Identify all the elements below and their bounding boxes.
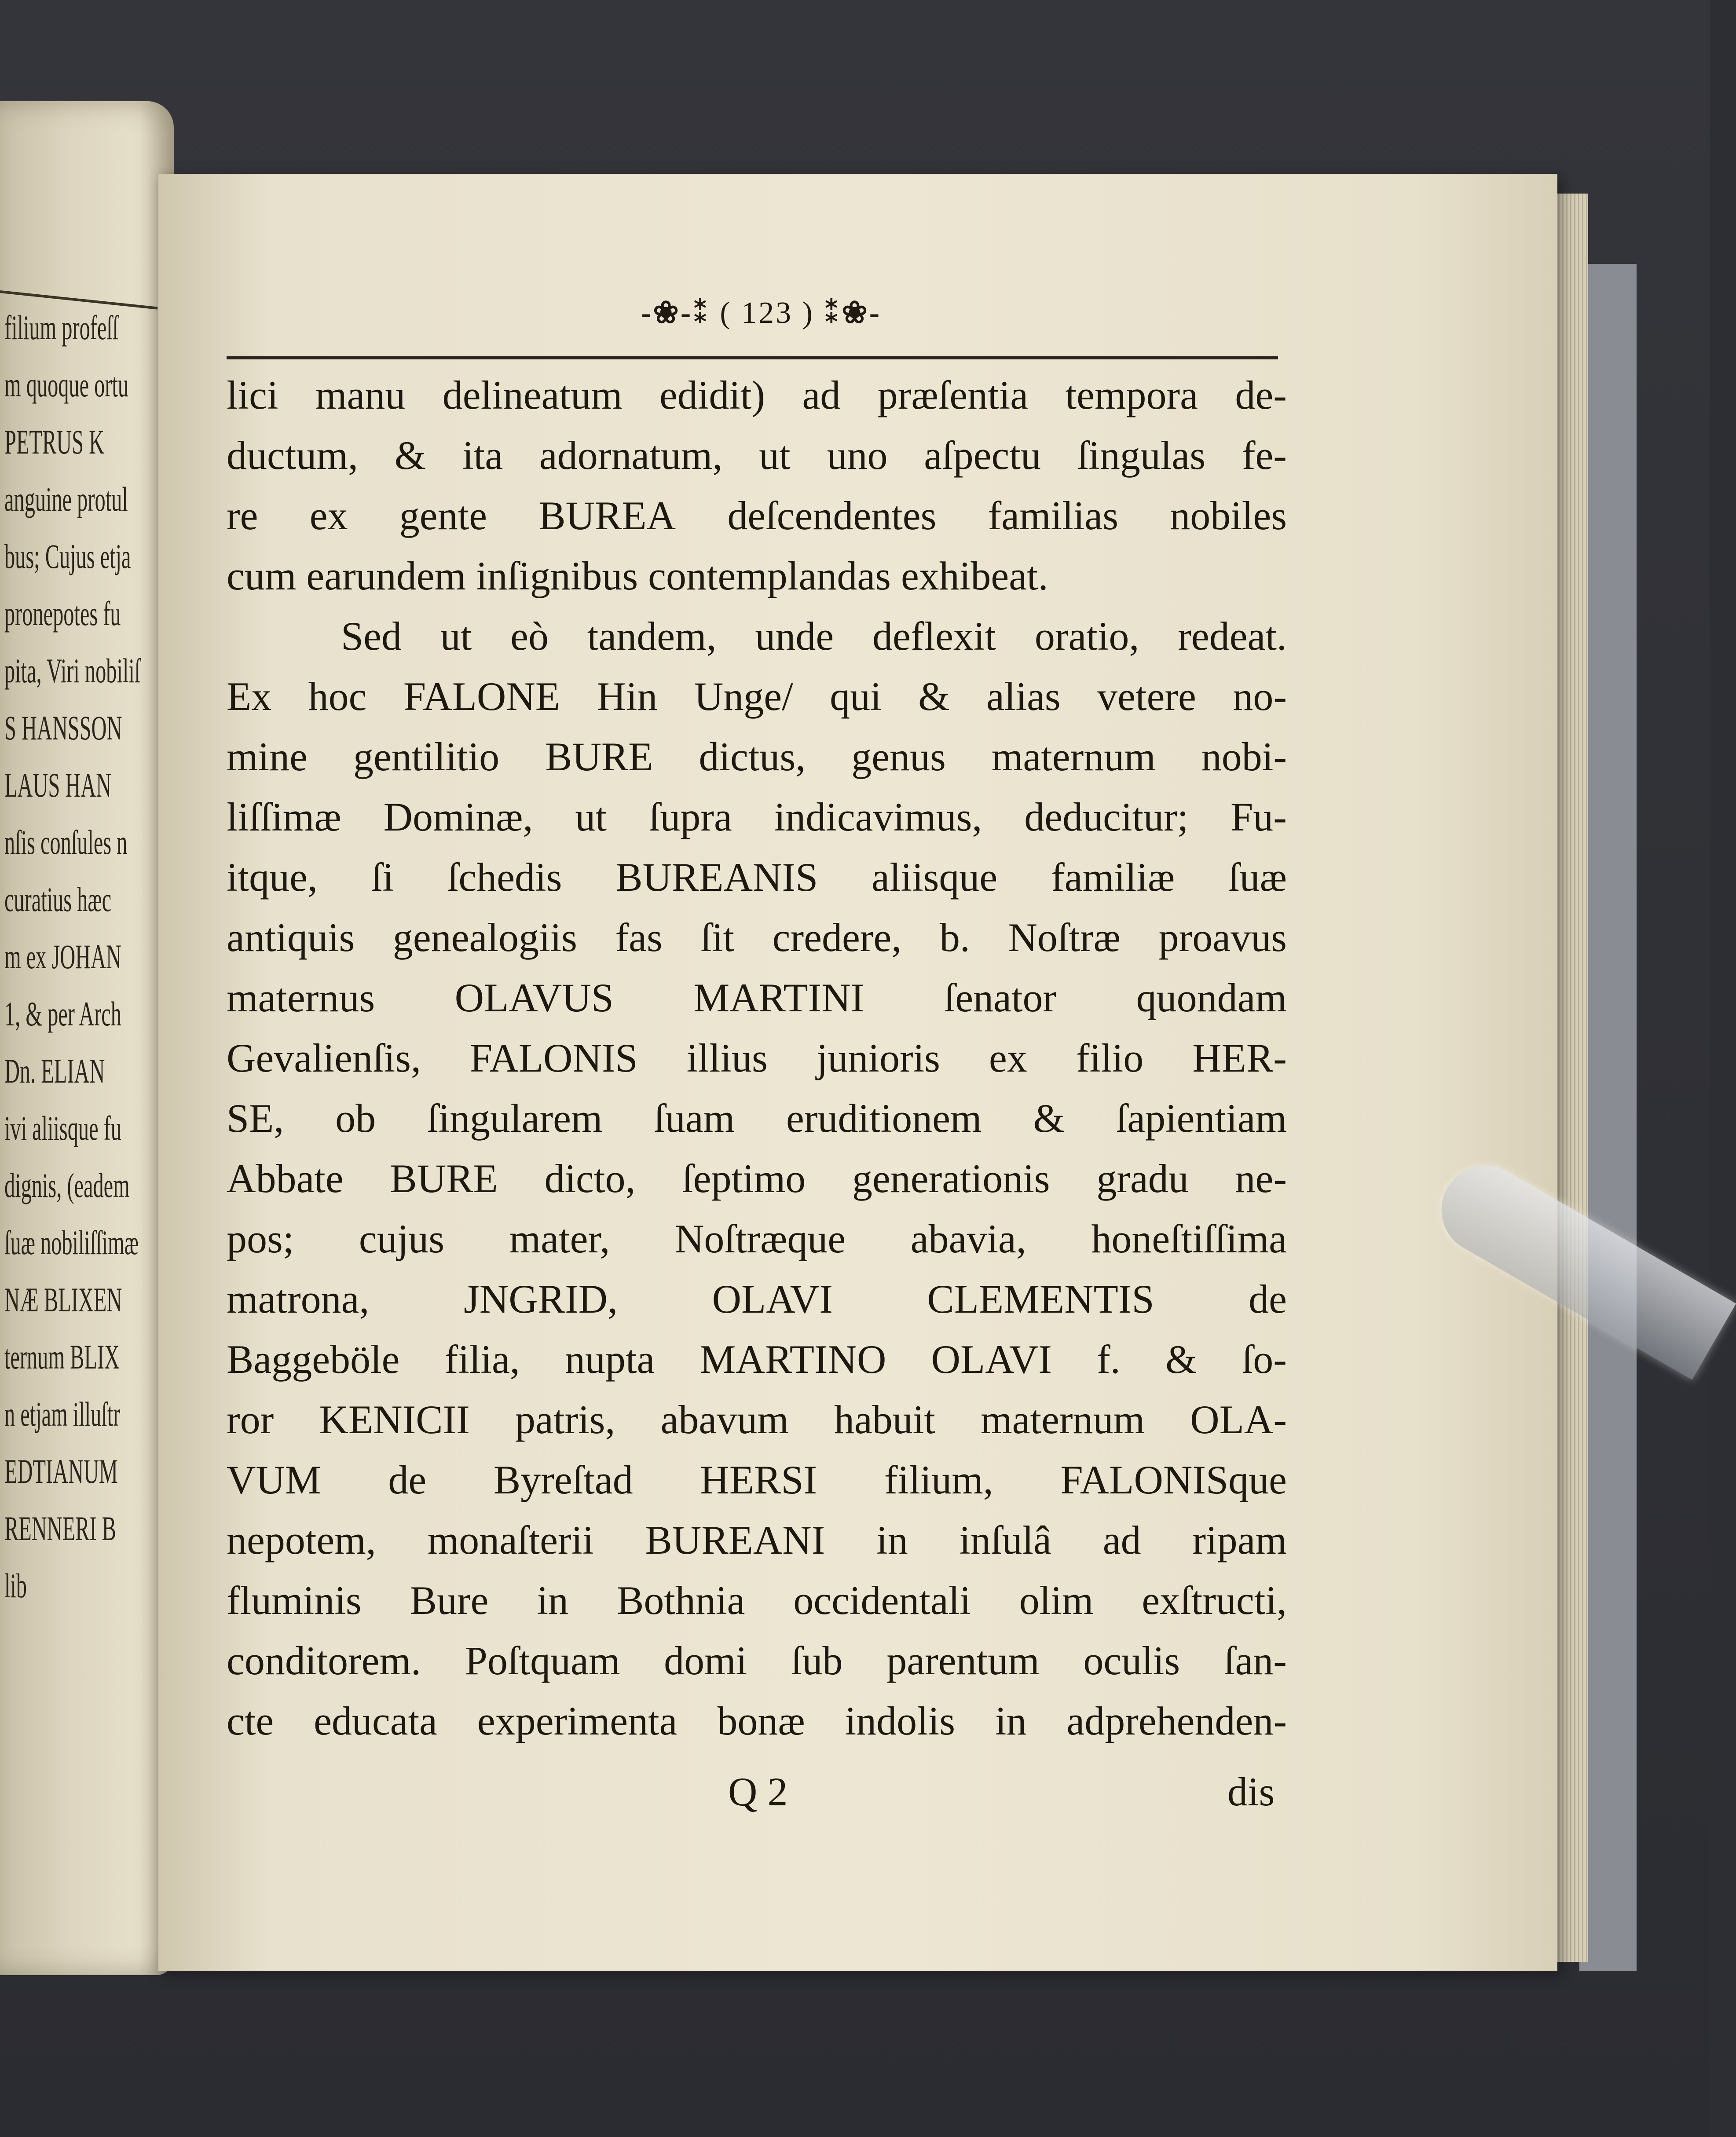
word: aſpectu — [924, 433, 1041, 478]
word: BUREANI — [645, 1518, 825, 1562]
left-line: lib — [4, 1566, 27, 1605]
word: Bothnia — [616, 1578, 745, 1623]
word: præſentia — [877, 373, 1029, 417]
word: FALONE — [403, 674, 560, 719]
word: habuit — [834, 1397, 935, 1442]
word: credere, — [772, 915, 902, 960]
body-text — [227, 365, 1287, 1751]
left-line: anguine protul — [4, 480, 128, 518]
word: filio — [1076, 1036, 1144, 1080]
word: filium, — [884, 1457, 993, 1502]
word: fluminis — [227, 1578, 362, 1623]
word: ſub — [791, 1638, 843, 1683]
word: ſo- — [1242, 1337, 1287, 1382]
word: ripam — [1192, 1518, 1287, 1562]
word: ſchedis — [447, 855, 562, 900]
word: & — [1033, 1096, 1065, 1141]
text-line — [227, 907, 1287, 968]
word: ad — [802, 373, 841, 417]
word: BUREA — [538, 493, 676, 538]
word: OLAVUS — [454, 975, 614, 1020]
word: ut — [575, 794, 607, 839]
left-page-fragment — [0, 101, 174, 1975]
word: eruditionem — [786, 1096, 982, 1141]
left-line: filium profeſſ — [4, 308, 119, 347]
word: quondam — [1136, 975, 1287, 1020]
word: bonæ — [717, 1698, 805, 1743]
word: Poſtquam — [465, 1638, 620, 1683]
word: de — [1249, 1277, 1287, 1321]
word: & — [918, 674, 950, 719]
word: ſenator — [944, 975, 1057, 1020]
word: ſi — [371, 855, 394, 900]
word: in — [537, 1578, 568, 1623]
word: MARTINI — [693, 975, 864, 1020]
word: parentum — [886, 1638, 1040, 1683]
left-line: m ex JOHAN — [4, 937, 121, 976]
word: monaſterii — [427, 1518, 594, 1562]
text-line — [227, 1390, 1287, 1450]
word: MARTINO — [700, 1337, 886, 1382]
text-line — [227, 1329, 1287, 1390]
word: BUREANIS — [615, 855, 818, 900]
text-line — [227, 1269, 1287, 1329]
word: adprehenden- — [1066, 1698, 1287, 1743]
word: gentilitio — [353, 734, 500, 779]
text-line — [227, 1570, 1287, 1631]
word: ſuam — [654, 1096, 735, 1141]
text-line — [227, 787, 1287, 847]
word: OLAVI — [712, 1277, 833, 1321]
word: mater, — [509, 1216, 610, 1261]
word: pos; — [227, 1216, 294, 1261]
word: deducitur; — [1024, 794, 1189, 839]
text-line — [227, 1149, 1287, 1209]
left-line: m quoque ortu — [4, 366, 129, 404]
word: redeat. — [1178, 614, 1287, 659]
word: Byreſtad — [493, 1457, 633, 1502]
word: nobiles — [1170, 493, 1287, 538]
word: BURE — [545, 734, 653, 779]
word: indicavimus, — [774, 794, 982, 839]
page-number: ( 123 ) — [720, 296, 814, 330]
word: b. — [939, 915, 970, 960]
word: cte — [227, 1698, 274, 1743]
left-line: S HANSSON — [4, 709, 122, 747]
word: educata — [314, 1698, 437, 1743]
word: familiæ — [1051, 855, 1175, 900]
word: proavus — [1158, 915, 1287, 960]
word: ut — [440, 614, 472, 659]
left-line: LAUS HAN — [4, 766, 112, 804]
word: no- — [1233, 674, 1287, 719]
text-line — [227, 968, 1287, 1028]
word: genealogiis — [392, 915, 577, 960]
word: experimenta — [477, 1698, 678, 1743]
word: ſupra — [648, 794, 732, 839]
left-line: pita, Viri nobiliſ — [4, 651, 141, 690]
word: dictus, — [699, 734, 806, 779]
text-line — [227, 727, 1287, 787]
word: abavum — [660, 1397, 789, 1442]
word: conditorem. — [227, 1638, 421, 1683]
word: domi — [664, 1638, 747, 1683]
word: nupta — [565, 1337, 655, 1382]
word: Dominæ, — [383, 794, 533, 839]
word: oculis — [1083, 1638, 1180, 1683]
text-line — [227, 365, 1287, 425]
text-line — [227, 1510, 1287, 1570]
word: filia, — [444, 1337, 520, 1382]
word: HERSI — [700, 1457, 817, 1502]
word: nepotem, — [227, 1518, 376, 1562]
word: KENICII — [319, 1397, 470, 1442]
text-line — [227, 1028, 1287, 1088]
word: Fu- — [1231, 794, 1287, 839]
word: honeſtiſſima — [1091, 1216, 1287, 1261]
word: maternum — [981, 1397, 1145, 1442]
text-line — [227, 1209, 1287, 1269]
word: edidit) — [659, 373, 765, 417]
text-line — [227, 486, 1287, 546]
word: patris, — [515, 1397, 615, 1442]
word: manu — [315, 373, 406, 417]
left-line: PETRUS K — [4, 423, 105, 461]
word: de — [388, 1457, 427, 1502]
word: Noſtræque — [674, 1216, 846, 1261]
word: ad — [1102, 1518, 1141, 1562]
word: genus — [851, 734, 946, 779]
word: gente — [399, 493, 487, 538]
word: gradu — [1096, 1156, 1189, 1201]
left-line: Dn. ELIAN — [4, 1052, 105, 1090]
word: exſtructi, — [1142, 1578, 1287, 1623]
word: fe- — [1242, 433, 1287, 478]
word: indolis — [845, 1698, 956, 1743]
word: adornatum, — [539, 433, 723, 478]
word: uno — [827, 433, 888, 478]
word: Sed — [341, 614, 402, 659]
left-line: dignis, (eadem — [4, 1166, 130, 1204]
catchword: dis — [1227, 1769, 1275, 1814]
word: familias — [988, 493, 1118, 538]
left-line: bus; Cujus etja — [4, 537, 131, 575]
word: junioris — [816, 1036, 940, 1080]
header-ornament-right: ⁑❀- — [824, 296, 882, 330]
word: SE, — [227, 1096, 284, 1141]
text-line — [227, 1691, 1287, 1751]
word: ſeptimo — [682, 1156, 806, 1201]
word: aliisque — [872, 855, 998, 900]
word: FALONIS — [470, 1036, 638, 1080]
word: cujus — [359, 1216, 445, 1261]
word: re — [227, 493, 258, 538]
word: deſcendentes — [727, 493, 937, 538]
word: ſingulas — [1077, 433, 1206, 478]
word: ſuæ — [1228, 855, 1287, 900]
left-line: ivi aliisque fu — [4, 1109, 121, 1147]
word: Hin — [597, 674, 658, 719]
text-line — [227, 847, 1287, 907]
word: BURE — [390, 1156, 498, 1201]
word: ſingularem — [427, 1096, 603, 1141]
word: Ex — [227, 674, 272, 719]
word: & — [1165, 1337, 1197, 1382]
word: illius — [686, 1036, 768, 1080]
word: Baggeböle — [227, 1337, 400, 1382]
word: liſſimæ — [227, 794, 341, 839]
text-line — [227, 666, 1287, 727]
word: oratio, — [1034, 614, 1139, 659]
word: abavia, — [910, 1216, 1026, 1261]
word: generationis — [852, 1156, 1050, 1201]
text-line — [227, 1450, 1287, 1510]
text-line — [227, 606, 1287, 666]
word: hoc — [308, 674, 367, 719]
word: Noſtræ — [1008, 915, 1121, 960]
word: Abbate — [227, 1156, 344, 1201]
word: inſulâ — [959, 1518, 1051, 1562]
left-line: 1, & per Arch — [4, 995, 121, 1033]
word: itque, — [227, 855, 318, 900]
word: ſan- — [1223, 1638, 1287, 1683]
word: unde — [755, 614, 834, 659]
word: ror — [227, 1397, 274, 1442]
word: f. — [1097, 1337, 1121, 1382]
word: tempora — [1065, 373, 1198, 417]
text-line — [227, 1631, 1287, 1691]
word: alias — [986, 674, 1061, 719]
word: in — [995, 1698, 1027, 1743]
left-line: n etjam illuſtr — [4, 1395, 121, 1433]
word: fas — [615, 915, 663, 960]
text-line — [227, 425, 1287, 486]
word: tandem, — [587, 614, 717, 659]
left-line: NÆ BLIXEN — [4, 1281, 122, 1319]
word: Unge/ — [694, 674, 793, 719]
left-line: ternum BLIX — [4, 1338, 120, 1376]
word: olim — [1019, 1578, 1094, 1623]
word: deflexit — [872, 614, 996, 659]
word: maternum — [991, 734, 1156, 779]
word: ſit — [700, 915, 735, 960]
word: FALONISque — [1060, 1457, 1287, 1502]
word: dicto, — [544, 1156, 636, 1201]
word: ne- — [1235, 1156, 1287, 1201]
word: delineatum — [442, 373, 623, 417]
header-rule — [227, 356, 1278, 359]
word: ita — [462, 433, 503, 478]
word: Bure — [410, 1578, 489, 1623]
word: maternus — [227, 975, 375, 1020]
word: ex — [989, 1036, 1027, 1080]
word: mine — [227, 734, 308, 779]
word: lici — [227, 373, 278, 417]
text-line: cum earundem inſignibus contemplandas exhibeat. — [227, 553, 1048, 598]
word: de- — [1235, 373, 1287, 417]
word: Gevalienſis, — [227, 1036, 421, 1080]
word: ex — [309, 493, 348, 538]
text-line — [227, 1088, 1287, 1149]
word: OLAVI — [931, 1337, 1052, 1382]
running-header — [585, 294, 937, 347]
left-line: ſuæ nobiliſſimæ — [4, 1223, 139, 1262]
word: qui — [830, 674, 882, 719]
word: eò — [510, 614, 549, 659]
word: OLA- — [1190, 1397, 1287, 1442]
word: in — [876, 1518, 908, 1562]
word: JNGRID, — [463, 1277, 618, 1321]
word: & — [394, 433, 426, 478]
word: matrona, — [227, 1277, 370, 1321]
left-line: EDTIANUM — [4, 1452, 118, 1490]
word: CLEMENTIS — [927, 1277, 1154, 1321]
word: ut — [759, 433, 791, 478]
word: antiquis — [227, 915, 355, 960]
word: nobi- — [1201, 734, 1287, 779]
word: HER- — [1192, 1036, 1287, 1080]
signature-mark: Q 2 — [728, 1769, 788, 1814]
word: ob — [335, 1096, 376, 1141]
header-ornament-left: -❀-⁑ — [641, 296, 711, 330]
word: ſapientiam — [1116, 1096, 1287, 1141]
word: occidentali — [793, 1578, 971, 1623]
left-line: RENNERI B — [4, 1509, 116, 1548]
word: VUM — [227, 1457, 321, 1502]
left-line: curatius hæc — [4, 880, 112, 918]
left-line: pronepotes fu — [4, 594, 121, 633]
left-line: nſis conſules n — [4, 823, 128, 861]
word: vetere — [1097, 674, 1196, 719]
word: ductum, — [227, 433, 358, 478]
